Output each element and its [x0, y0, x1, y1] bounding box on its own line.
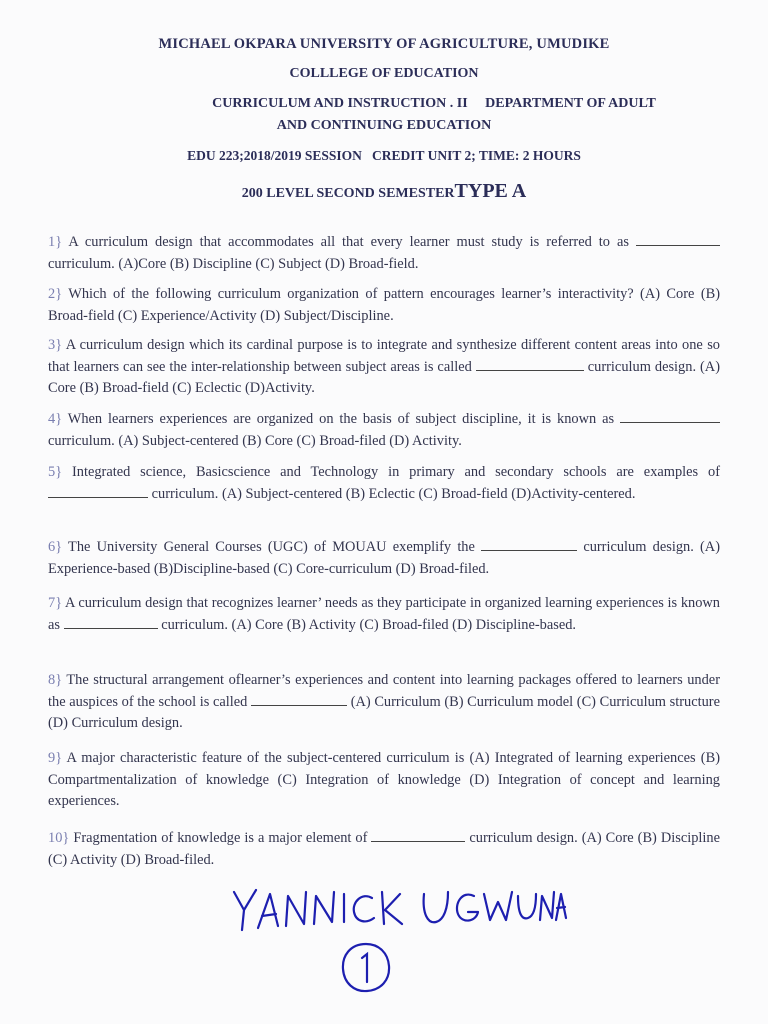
question-text: Which of the following curriculum organization of pattern encourages learner’s interactivity? (A) Core (B) Broad-field (C) Experience/Activity (D) Subject/Discipline. — [48, 286, 720, 324]
answer-blank — [48, 485, 148, 498]
question-number: 2} — [48, 286, 63, 302]
question-number: 8} — [48, 672, 63, 688]
answer-blank — [636, 233, 720, 246]
question-number: 7} — [48, 595, 63, 611]
question-text: A major characteristic feature of the subject-centered curriculum is (A) Integrated of learning experiences (B) Compartmentalization of knowledge (C) Integration of knowledge (D) Integration of concept and learning experiences. — [48, 750, 720, 809]
question-options: curriculum. (A) Subject-centered (B) Eclectic (C) Broad-field (D)Activity-centered. — [151, 485, 636, 502]
question-number: 1} — [48, 234, 63, 250]
question-10 — [48, 828, 720, 871]
course-title-line2: AND CONTINUING EDUCATION — [276, 118, 492, 133]
college-name: COLLLEGE OF EDUCATION — [289, 66, 479, 81]
question-text: The University General Courses (UGC) of MOUAU exemplify the — [68, 539, 475, 555]
question-text: A curriculum design that recognizes learner’ needs as they participate in organized learning experiences is known as — [48, 595, 720, 633]
question-text: A curriculum design which its cardinal purpose is to integrate and synthesize different content areas into one so that learners can see the inter-relationship between subject areas is called — [48, 337, 720, 375]
question-3 — [48, 335, 720, 400]
question-text: Integrated science, Basicscience and Technology in primary and secondary schools are examples of — [71, 464, 720, 480]
question-text: The structural arrangement oflearner’s experiences and content into learning packages offered to learners under the auspices of the school is called — [48, 672, 720, 710]
question-text: Fragmentation of knowledge is a major element of — [73, 830, 368, 846]
question-number: 10} — [48, 830, 70, 846]
handwritten-name — [228, 880, 568, 940]
question-6 — [48, 537, 720, 580]
question-7 — [48, 593, 720, 636]
question-number: 9} — [48, 750, 63, 766]
question-8 — [48, 670, 720, 735]
question-4 — [48, 409, 720, 452]
answer-blank — [371, 829, 465, 842]
answer-blank — [476, 358, 584, 371]
answer-blank — [620, 410, 720, 423]
question-options: curriculum design. (A) Core (B) Discipline (C) Activity (D) Broad-filed. — [48, 830, 720, 868]
question-options: curriculum design. (A) Experience-based (B)Discipline-based (C) Core-curriculum (D) Broad-filed. — [48, 539, 720, 577]
question-number: 3} — [48, 337, 63, 353]
question-number: 6} — [48, 539, 63, 555]
university-name: MICHAEL OKPARA UNIVERSITY OF AGRICULTURE, UMUDIKE — [158, 36, 610, 52]
question-options: curriculum. (A)Core (B) Discipline (C) Subject (D) Broad-field. — [48, 255, 419, 272]
answer-blank — [64, 616, 158, 629]
question-number: 4} — [48, 411, 63, 427]
question-number: 5} — [48, 464, 63, 480]
answer-blank — [251, 693, 347, 706]
exam-type: TYPE A — [454, 180, 527, 202]
session-info: EDU 223;2018/2019 SESSION CREDIT UNIT 2; TIME: 2 HOURS — [187, 148, 581, 163]
circled-page-number — [336, 938, 396, 998]
question-text: When learners experiences are organized on the basis of subject discipline, it is known as — [67, 411, 615, 427]
question-options: (A) Curriculum (B) Curriculum model (C) Curriculum structure (D) Curriculum design. — [48, 693, 720, 731]
question-9 — [48, 748, 720, 813]
answer-blank — [481, 538, 577, 551]
question-options: curriculum design. (A) Core (B) Broad-field (C) Eclectic (D)Activity. — [48, 358, 720, 396]
question-text: A curriculum design that accommodates all that every learner must study is referred to as — [68, 234, 629, 250]
question-2 — [48, 284, 720, 327]
question-1 — [48, 232, 720, 275]
question-options: curriculum. (A) Subject-centered (B) Core (C) Broad-filed (D) Activity. — [48, 432, 462, 449]
question-options: curriculum. (A) Core (B) Activity (C) Broad-filed (D) Discipline-based. — [161, 616, 577, 633]
question-5 — [48, 462, 720, 505]
course-title-line1: CURRICULUM AND INSTRUCTION . II DEPARTMENT OF ADULT — [212, 96, 656, 111]
level-line — [0, 180, 768, 203]
level-text: 200 LEVEL SECOND SEMESTER — [241, 186, 455, 201]
